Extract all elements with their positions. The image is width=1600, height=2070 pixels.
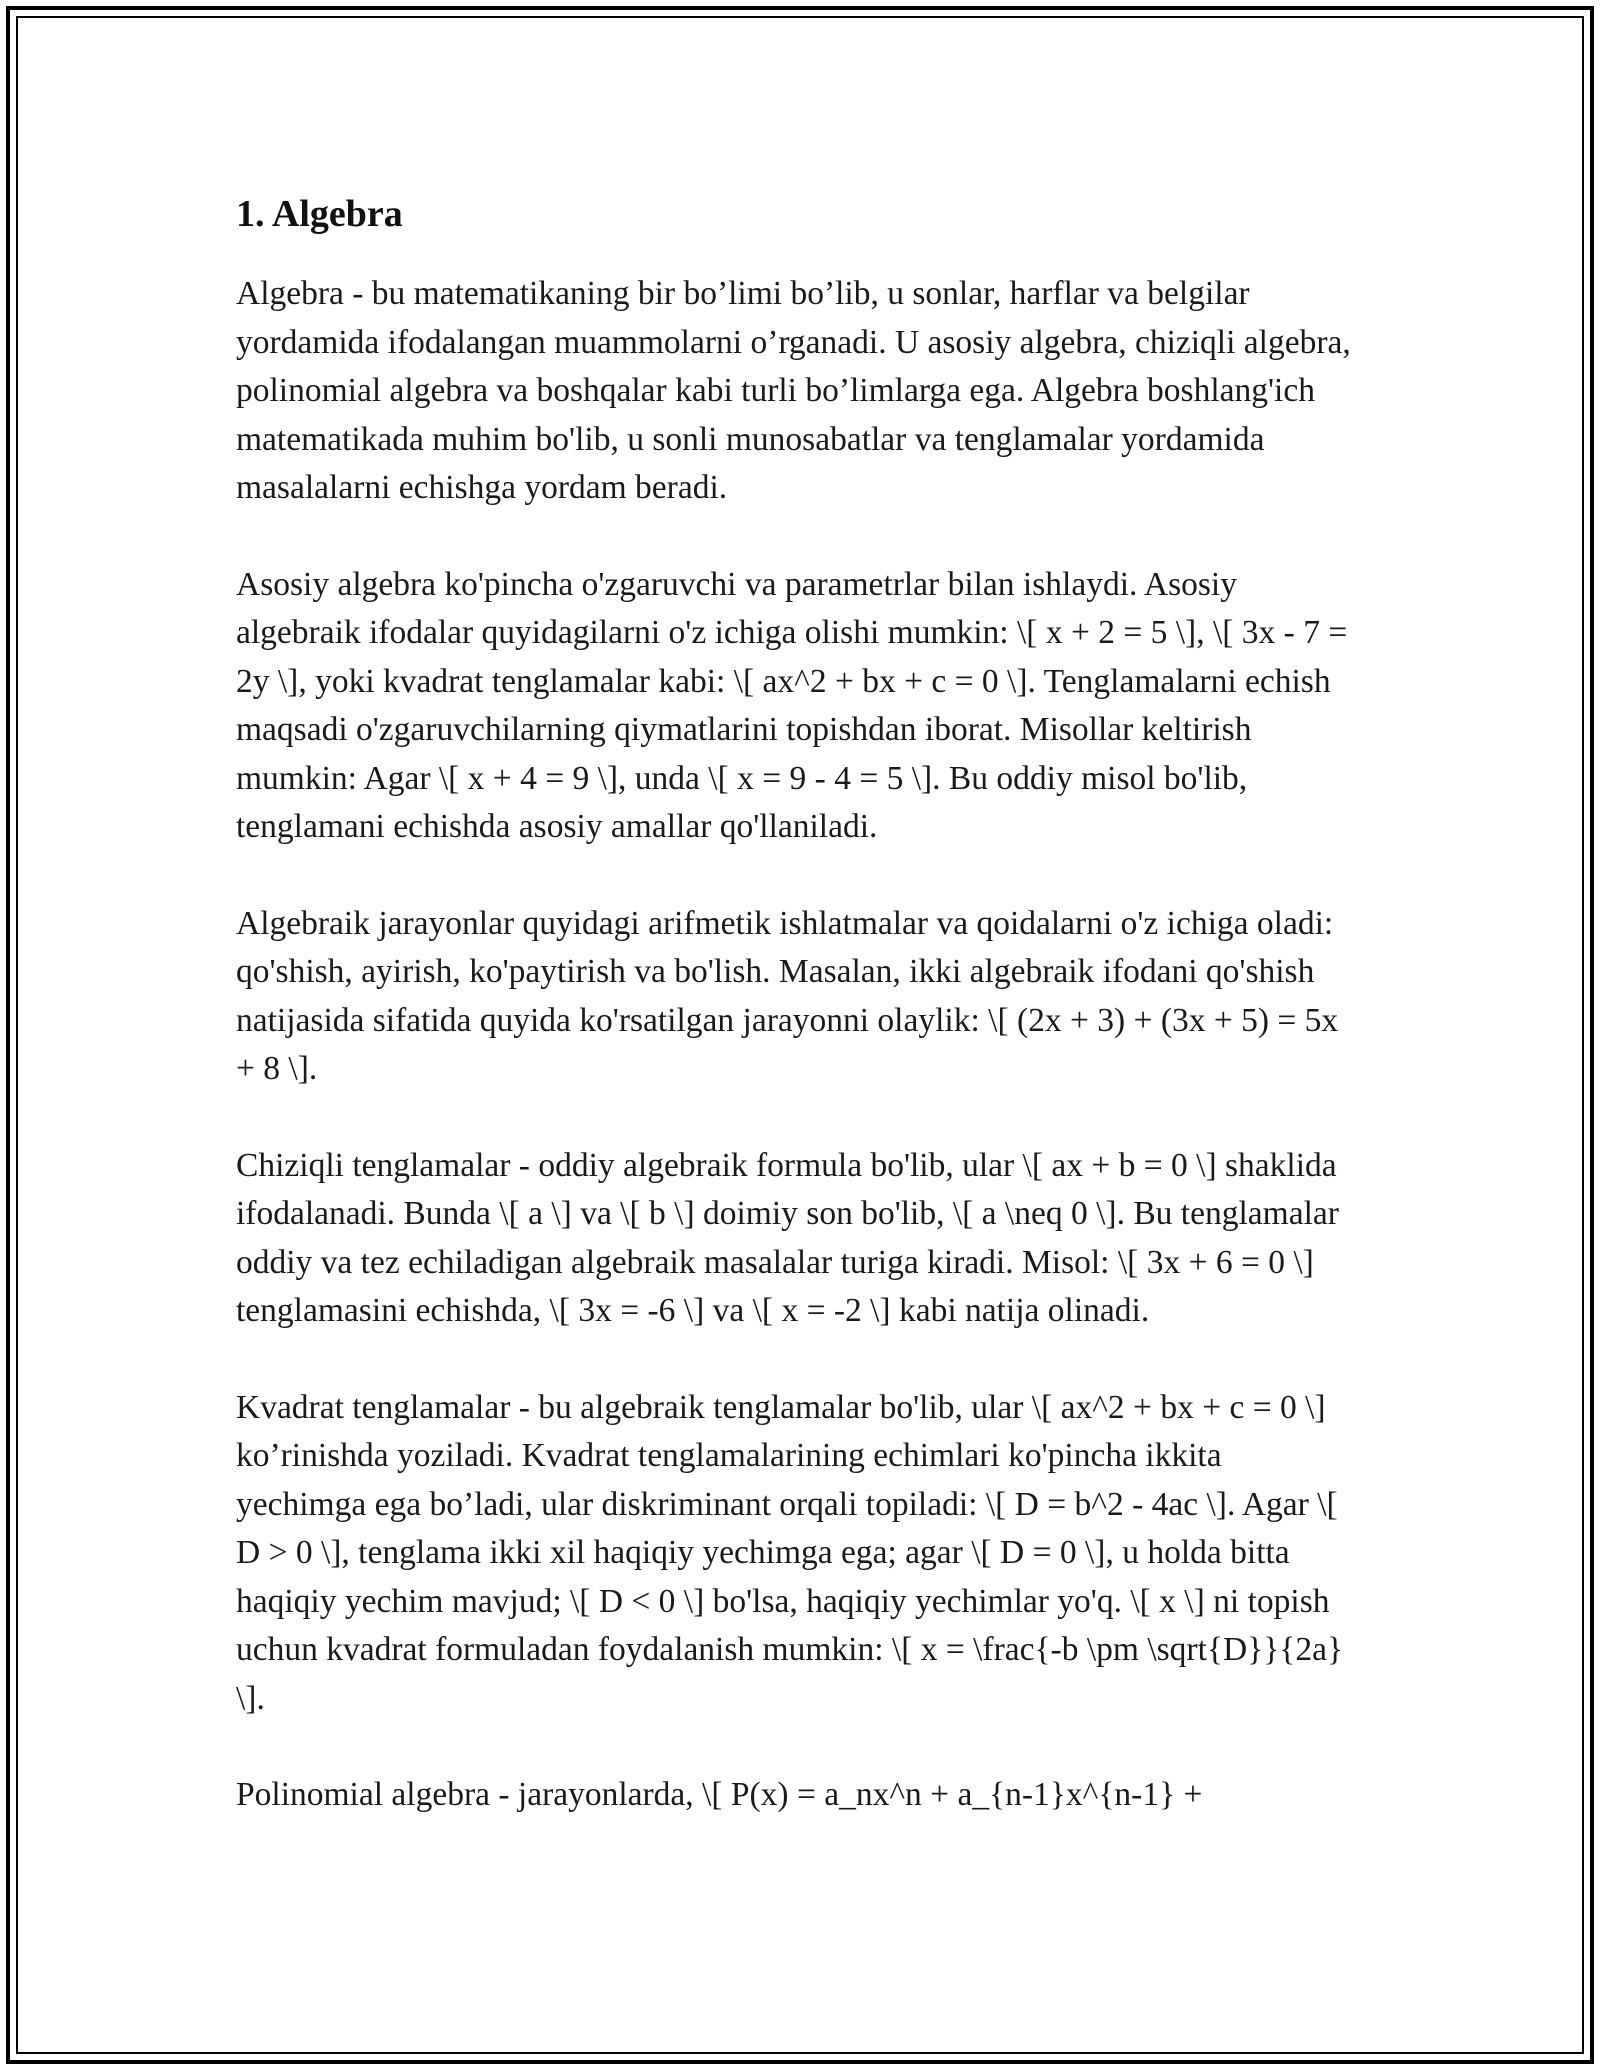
paragraph-linear-equations: Chiziqli tenglamalar - oddiy algebraik formula bo'lib, ular \[ ax + b = 0 \] shaklida ifodalanadi. Bunda \[ a \] va \[ b \] doimiy son bo'lib, \[ a \neq 0 \]. Bu tenglamalar oddiy va tez echiladigan algebraik masalalar turiga kiradi. Misol: \[ 3x + 6 = 0 \] tenglamasini echishda, \[ 3x = -6 \] va \[ x = -2 \] kabi natija olinadi.: [236, 1146, 1339, 1329]
paragraph-polynomial-algebra: Polinomial algebra - jarayonlarda, \[ P(x) = a_nx^n + a_{n-1}x^{n-1} +: [236, 1776, 1203, 1813]
paragraph-basic-algebra: Asosiy algebra ko'pincha o'zgaruvchi va parametrlar bilan ishlaydi. Asosiy algebraik ifodalar quyidagilarni o'z ichiga olishi mumkin: \[ x + 2 = 5 \], \[ 3x - 7 = 2y \], yoki kvadrat tenglamalar kabi: \[ ax^2 + bx + c = 0 \]. Tenglamalarni echish maqsadi o'zgaruvchilarning qiymatlarini topishdan iborat. Misollar keltirish mumkin: Agar \[ x + 4 = 9 \], unda \[ x = 9 - 4 = 5 \]. Bu oddiy misol bo'lib, tenglamani echishda asosiy amallar qo'llaniladi.: [236, 565, 1348, 845]
paragraph-algebraic-operations: Algebraik jarayonlar quyidagi arifmetik ishlatmalar va qoidalarni o'z ichiga oladi: qo'shish, ayirish, ko'paytirish va bo'lish. Masalan, ikki algebraik ifodani qo'shish natijasida sifatida quyida ko'rsatilgan jarayonni olaylik: \[ (2x + 3) + (3x + 5) = 5x + 8 \].: [236, 904, 1339, 1087]
document-body: [236, 186, 1356, 1868]
paragraph-intro: Algebra - bu matematikaning bir bo’limi bo’lib, u sonlar, harflar va belgilar yordamida ifodalangan muammolarni o’rganadi. U asosiy algebra, chiziqli algebra, polinomial algebra va boshqalar kabi turli bo’limlarga ega. Algebra boshlang'ich matematikada muhim bo'lib, u sonli munosabatlar va tenglamalar yordamida masalalarni echishga yordam beradi.: [236, 275, 1351, 506]
paragraph-quadratic-equations: Kvadrat tenglamalar - bu algebraik tenglamalar bo'lib, ular \[ ax^2 + bx + c = 0 \] ko’rinishda yoziladi. Kvadrat tenglamalarining echimlari ko'pincha ikkita yechimga ega bo’ladi, ular diskriminant orqali topiladi: \[ D = b^2 - 4ac \]. Agar \[ D > 0 \], tenglama ikki xil haqiqiy yechimga ega; agar \[ D = 0 \], u holda bitta haqiqiy yechim mavjud; \[ D < 0 \] bo'lsa, haqiqiy yechimlar yo'q. \[ x \] ni topish uchun kvadrat formuladan foydalanish mumkin: \[ x = \frac{-b \pm \sqrt{D}}{2a} \].: [236, 1388, 1344, 1717]
section-heading: 1. Algebra: [236, 193, 403, 235]
